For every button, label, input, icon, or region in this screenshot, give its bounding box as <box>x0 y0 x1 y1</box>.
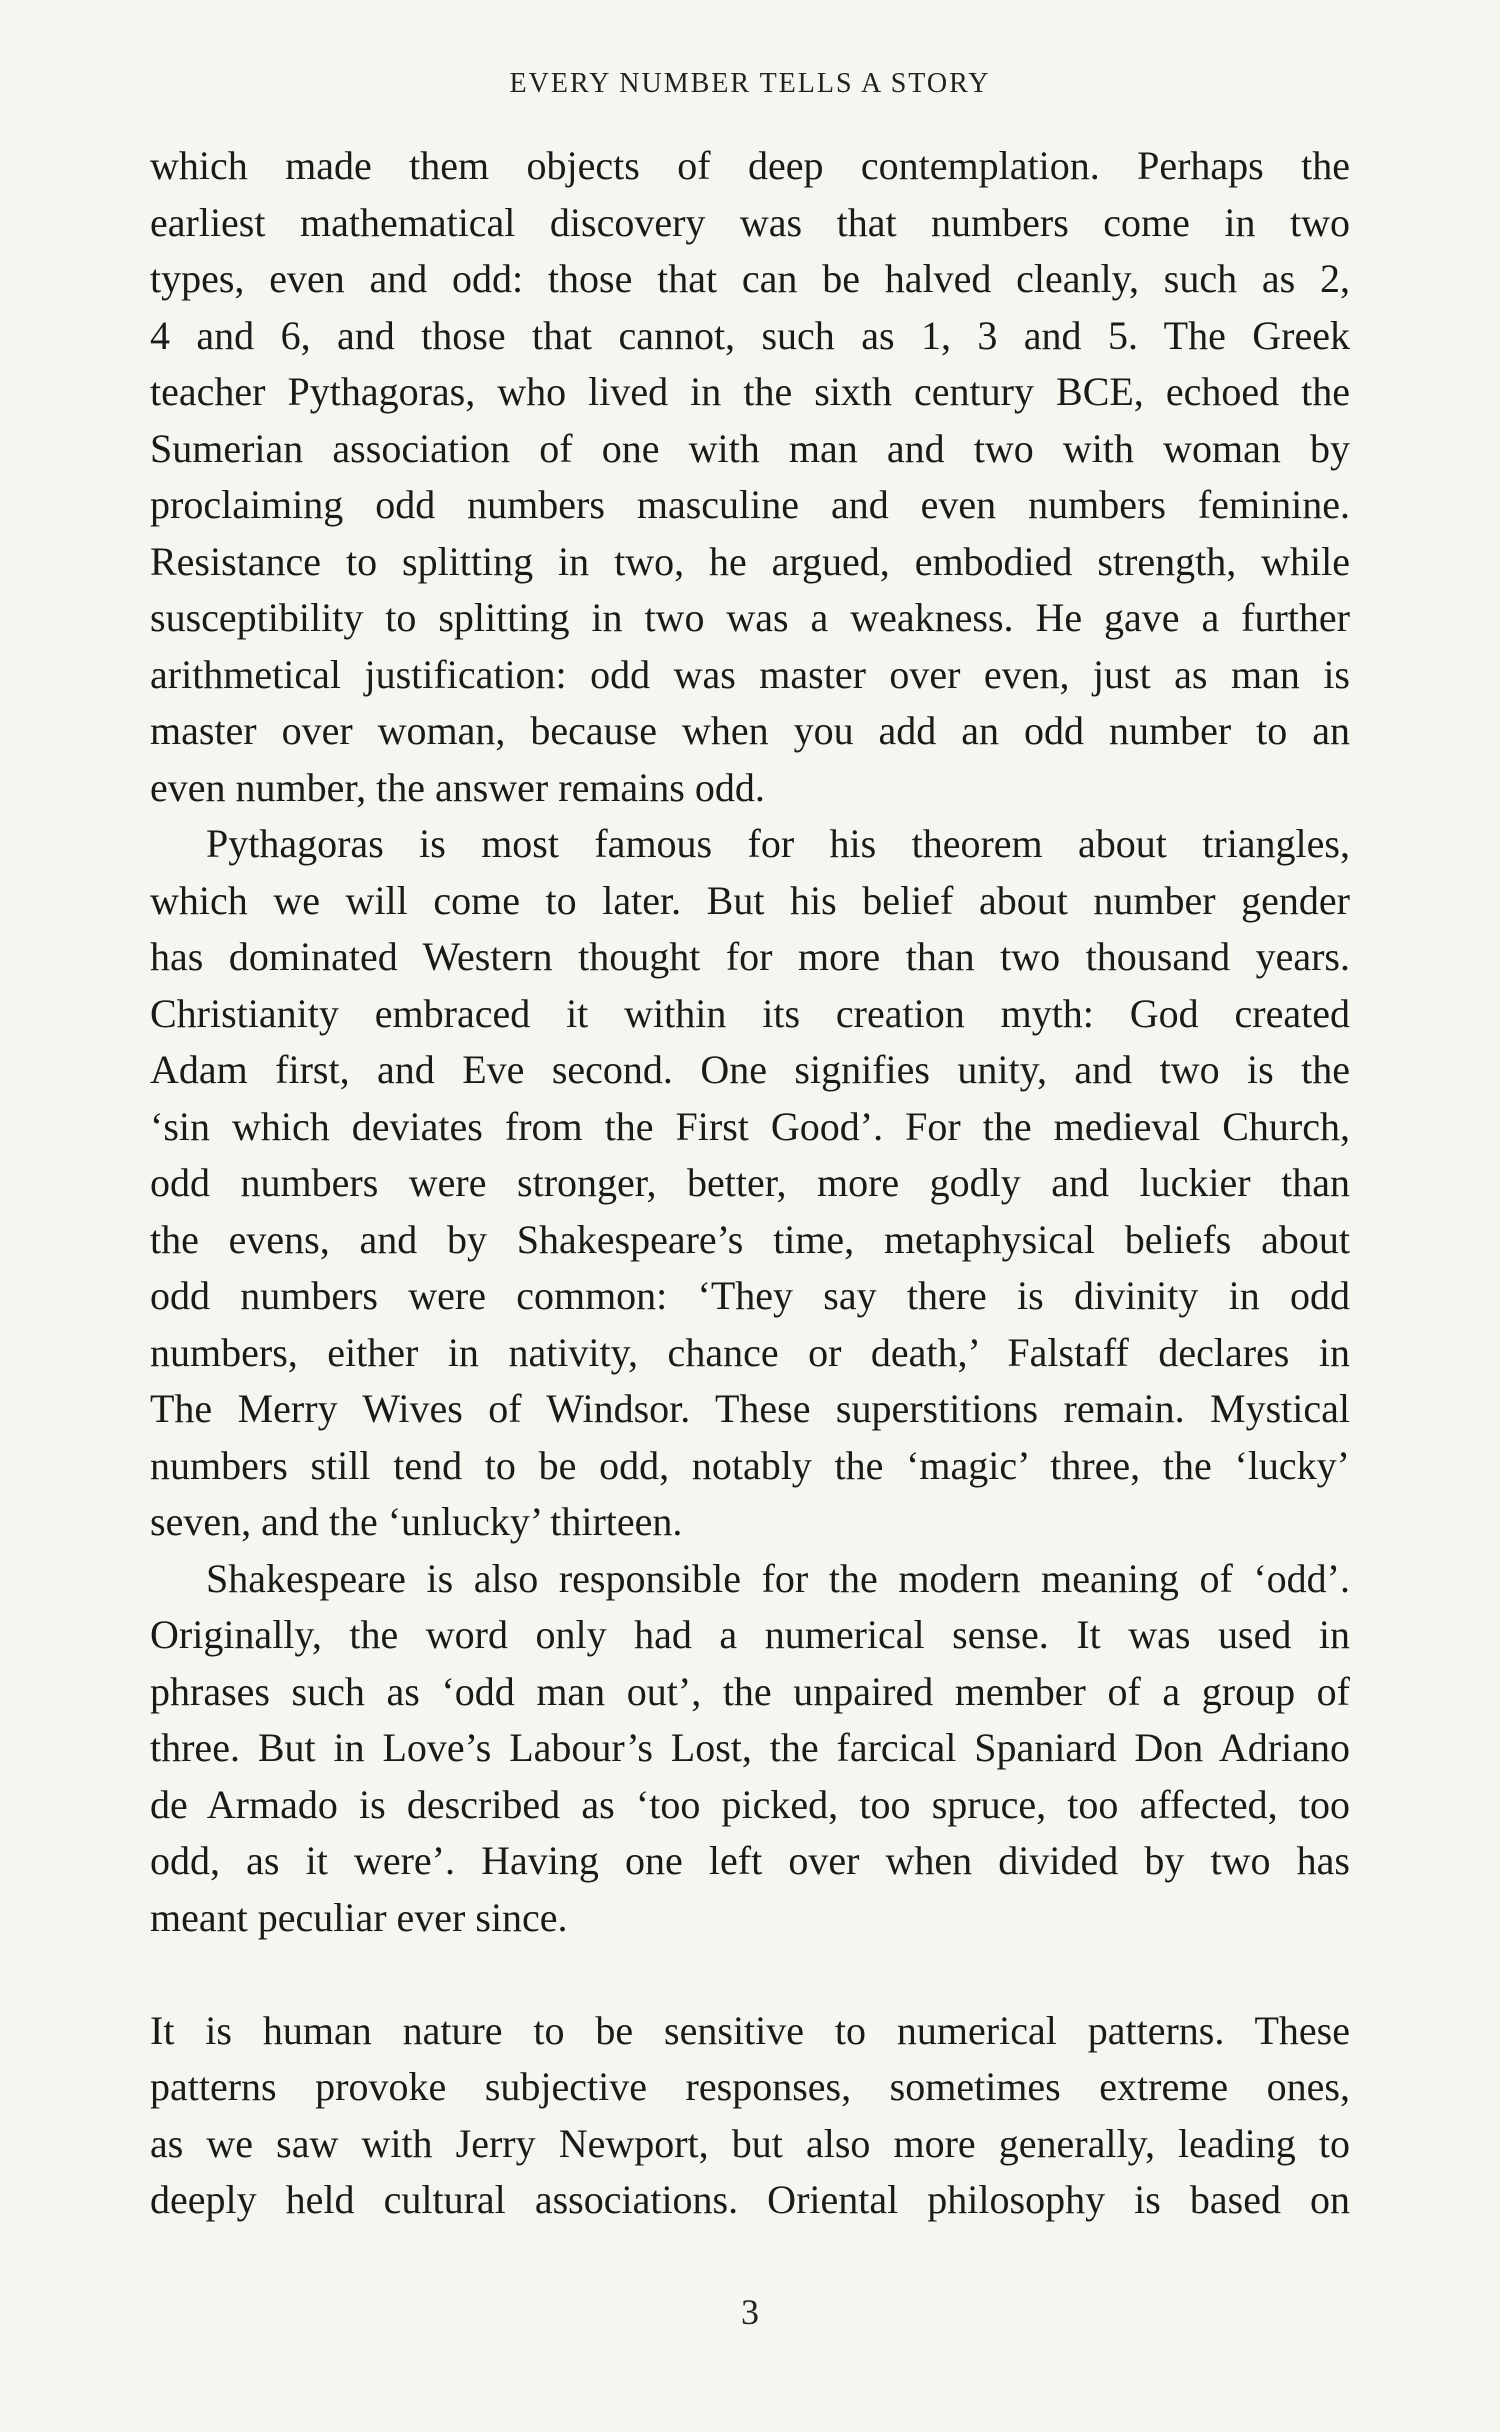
text-line: numbers still tend to be odd, notably the ‘magic’ three, the ‘lucky’ <box>150 1442 1350 1488</box>
text-line: which made them objects of deep contemplation. Perhaps the <box>150 143 1350 188</box>
text-line: Sumerian association of one with man and two with woman by <box>150 425 1350 471</box>
text-line: It is human nature to be sensitive to numerical patterns. These <box>150 2007 1350 2053</box>
text-line: the evens, and by Shakespeare’s time, metaphysical beliefs about <box>150 1216 1350 1262</box>
text-line: Adam first, and Eve second. One signifies unity, and two is the <box>150 1047 1350 1092</box>
text-line: as we saw with Jerry Newport, but also more generally, leading to <box>150 2120 1350 2166</box>
text-line: odd numbers were stronger, better, more godly and luckier than <box>150 1160 1350 1205</box>
text-line: even number, the answer remains odd. <box>150 764 765 810</box>
text-line: The Merry Wives of Windsor. These superstitions remain. Mystical <box>150 1386 1350 1431</box>
text-line: deeply held cultural associations. Oriental philosophy is based on <box>150 2177 1350 2222</box>
text-line: proclaiming odd numbers masculine and even numbers feminine. <box>150 482 1350 527</box>
text-line: ‘sin which deviates from the First Good’. For the medieval Church, <box>150 1103 1350 1149</box>
text-line: phrases such as ‘odd man out’, the unpaired member of a group of <box>150 1668 1350 1714</box>
text-line: odd, as it were’. Having one left over when divided by two has <box>150 1838 1350 1883</box>
text-line: Originally, the word only had a numerical sense. It was used in <box>150 1612 1350 1657</box>
text-line: numbers, either in nativity, chance or death,’ Falstaff declares in <box>150 1329 1350 1375</box>
page-number: 3 <box>741 2292 759 2332</box>
text-line: Pythagoras is most famous for his theorem about triangles, <box>206 821 1350 866</box>
body-text <box>150 138 1350 2229</box>
text-line: patterns provoke subjective responses, sometimes extreme ones, <box>150 2064 1350 2109</box>
text-line: 4 and 6, and those that cannot, such as 1, 3 and 5. The Greek <box>150 312 1350 358</box>
text-line: odd numbers were common: ‘They say there is divinity in odd <box>150 1273 1350 1318</box>
text-line: seven, and the ‘unlucky’ thirteen. <box>150 1499 683 1544</box>
text-line: Christianity embraced it within its creation myth: God created <box>150 990 1350 1036</box>
text-line: earliest mathematical discovery was that numbers come in two <box>150 199 1350 245</box>
section-break <box>150 1946 1350 2003</box>
running-head: EVERY NUMBER TELLS A STORY <box>509 68 991 99</box>
text-line: Shakespeare is also responsible for the modern meaning of ‘odd’. <box>206 1555 1350 1601</box>
text-line: teacher Pythagoras, who lived in the sixth century BCE, echoed the <box>150 369 1350 414</box>
text-line: meant peculiar ever since. <box>150 1894 568 1940</box>
text-line: has dominated Western thought for more than two thousand years. <box>150 934 1350 979</box>
text-line: types, even and odd: those that can be halved cleanly, such as 2, <box>150 256 1350 301</box>
text-line: arithmetical justification: odd was master over even, just as man is <box>150 651 1350 697</box>
text-line: master over woman, because when you add an odd number to an <box>150 708 1350 753</box>
text-line: de Armado is described as ‘too picked, too spruce, too affected, too <box>150 1781 1350 1827</box>
text-line: which we will come to later. But his belief about number gender <box>150 877 1350 923</box>
text-line: Resistance to splitting in two, he argued, embodied strength, while <box>150 538 1350 584</box>
text-line: susceptibility to splitting in two was a weakness. He gave a further <box>150 595 1350 640</box>
text-line: three. But in Love’s Labour’s Lost, the farcical Spaniard Don Adriano <box>150 1725 1350 1770</box>
